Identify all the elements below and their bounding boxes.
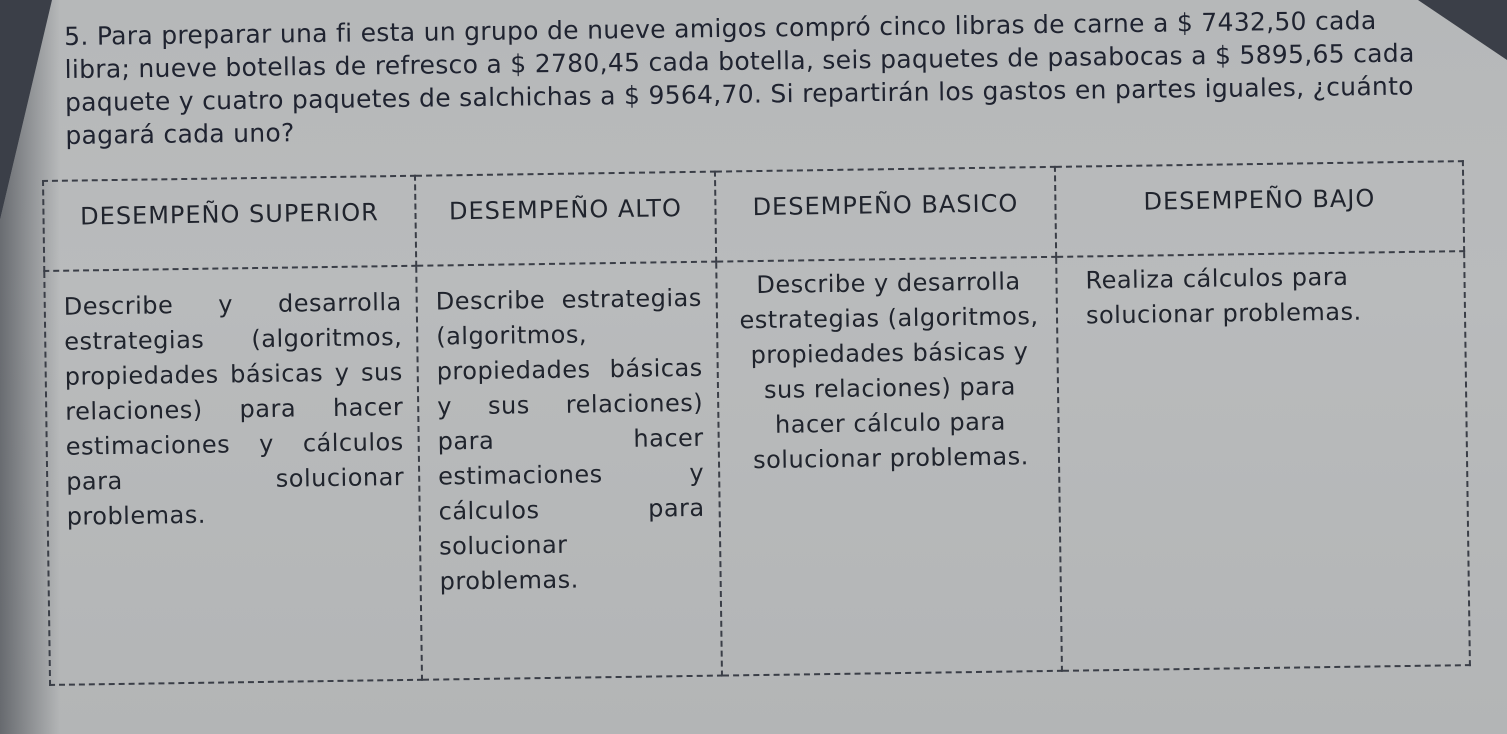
cell-basico: Describe y desarrolla estrategias (algoritmos, propiedades básicas y sus relaciones) para hacer cálculo para solucionar problemas. xyxy=(716,257,1062,676)
cell-bajo: Realiza cálculos para solucionar problemas. xyxy=(1056,251,1470,671)
rubric-body-row xyxy=(44,251,1470,685)
rubric-table xyxy=(42,160,1471,686)
problem-statement: 5. Para preparar una fi esta un grupo de nueve amigos compró cinco libras de carne a $ 7432,50 cada libra; nueve botellas de refresco a $ 2780,45 cada botella, seis paquetes de pasabocas a $ 5895,65 cada paquete y cuatro paquetes de salchichas a $ 9564,70. Si repartirán los gastos en partes iguales, ¿cuánto pagará cada uno? xyxy=(64,5,1415,150)
header-alto: DESEMPEÑO ALTO xyxy=(415,172,716,266)
rubric-table-container xyxy=(42,160,1469,700)
cell-superior: Describe y desarrolla estrategias (algoritmos, propiedades básicas y sus relaciones) para hacer estimaciones y cálculos para solucionar problemas. xyxy=(44,266,422,685)
header-basico: DESEMPEÑO BASICO xyxy=(715,167,1056,262)
header-bajo: DESEMPEÑO BAJO xyxy=(1055,161,1464,257)
cell-alto: Describe estrategias (algoritmos, propiedades básicas y sus relaciones) para hacer estimaciones y cálculos para solucionar problemas. xyxy=(416,262,722,680)
header-superior: DESEMPEÑO SUPERIOR xyxy=(43,176,416,271)
